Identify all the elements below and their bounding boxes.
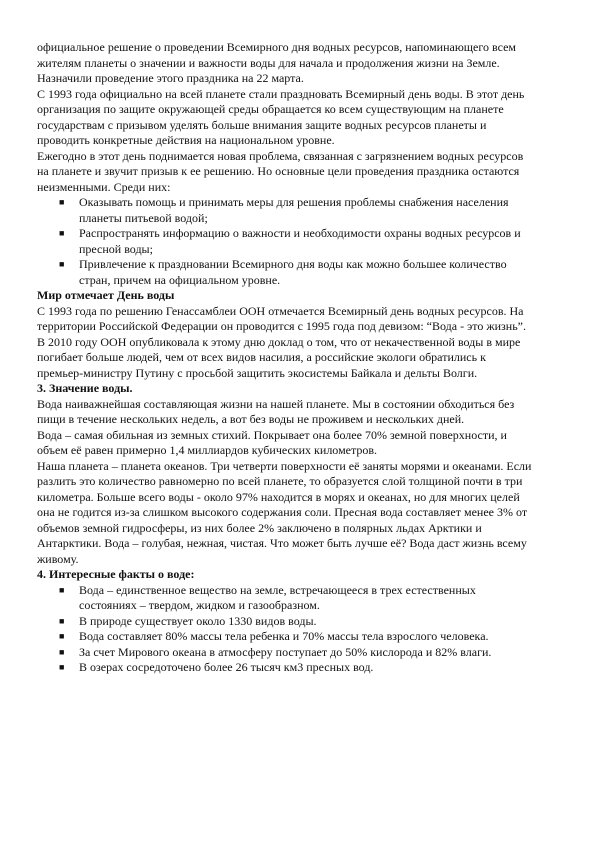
list-item-text: Вода составляет 80% массы тела ребенка и 70% массы тела взрослого человека. [79,629,489,643]
bullet-icon: ■ [59,631,65,641]
paragraph-world: С 1993 года по решению Генассамблеи ООН отмечается Всемирный день водных ресурсов. На территории Российской Федерации он проводится с 1995 года под девизом: “Вода - это жизнь”. В 2010 году ООН опубликовала к этому дню доклад о том, что от некачественной воды в мире погибает больше людей, чем от всех видов насилия, а российские экологи обратились к премьер-министру Путину с просьбой защитить экосистемы Байкала и дельты Волги. [37,303,527,380]
list-item [59,257,535,288]
list-item [59,613,535,630]
list-item [59,226,535,257]
bullet-icon: ■ [59,662,65,672]
goals-list [37,195,535,288]
list-item [59,195,535,226]
section-4-heading: 4. Интересные факты о воде: [37,567,195,581]
list-item-text: За счет Мирового океана в атмосферу поступает до 50% кислорода и 82% влаги. [79,644,492,659]
paragraph-celebration: С 1993 года официально на всей планете стали праздновать Всемирный день воды. В этот день организация по защите окружающей среды обращается ко всем существующим на планете государствам с призывом уделять больше внимания защите водных ресурсов планеты и проводить конкретные действия на национальном уровне. [37,86,525,147]
section-world-heading: Мир отмечает День воды [37,288,175,302]
paragraph-importance-3: Наша планета – планета океанов. Три четверти поверхности её заняты морями и океанами. Если разлить это количество равномерно по всей планете, то образуется слой толщиной почти в три километра. Больше всего воды - около 97% находится в морях и океанах, но для многих целей она не годится из-за слишком высокого содержания соли. Пресная вода составляет менее 3% от объемов земной гидросферы, из них более 2% заключено в полярных льдах Арктики и Антарктики. Вода – голубая, нежная, чистая. Что может быть лучше её? Вода даст жизнь всему живому. [37,458,532,566]
list-item [59,582,535,614]
list-item [59,644,535,661]
bullet-icon: ■ [59,259,65,269]
list-item-text: В природе существует около 1330 видов воды. [79,613,317,628]
bullet-icon: ■ [59,615,65,626]
paragraph-importance-1: Вода наиважнейшая составляющая жизни на нашей планете. Мы в состоянии обходиться без пищи в течение нескольких недель, а вот без воды не проживем и нескольких дней. [37,396,515,426]
paragraph-goals-intro: Ежегодно в этот день поднимается новая проблема, связанная с загрязнением водных ресурсов на планете и звучит призыв к ее решению. Но основные цели проведения праздника остаются неизменными. Среди них: [37,148,524,194]
paragraph-importance-2: Вода – самая обильная из земных стихий. Покрывает она более 70% земной поверхности, и объем её равен примерно 1,4 миллиардов кубических километров. [37,427,507,457]
list-item-text: Привлечение к праздновании Всемирного дня воды как можно большее количество стран, причем на официальном уровне. [79,257,507,287]
facts-list [37,583,535,676]
list-item-text: Распространять информацию о важности и необходимости охраны водных ресурсов и пресной воды; [79,226,521,256]
bullet-icon: ■ [59,646,65,657]
section-3-heading: 3. Значение воды. [37,381,133,395]
list-item-text: Оказывать помощь и принимать меры для решения проблемы снабжения населения планеты питьевой водой; [79,195,509,225]
bullet-icon: ■ [59,228,65,238]
bullet-icon: ■ [59,197,65,207]
paragraph-decision: официальное решение о проведении Всемирного дня водных ресурсов, напоминающего всем жителям планеты о значении и важности воды для начала и продолжения жизни на Земле. Назначили проведение этого праздника на 22 марта. [37,40,516,85]
bullet-icon: ■ [59,584,65,595]
list-item-text: В озерах сосредоточено более 26 тысяч км3 пресных вод. [79,660,374,674]
list-item-text: Вода – единственное вещество на земле, встречающееся в трех естественных состояниях – твердом, жидком и газообразном. [79,582,476,612]
list-item [59,660,535,676]
list-item [59,629,535,645]
